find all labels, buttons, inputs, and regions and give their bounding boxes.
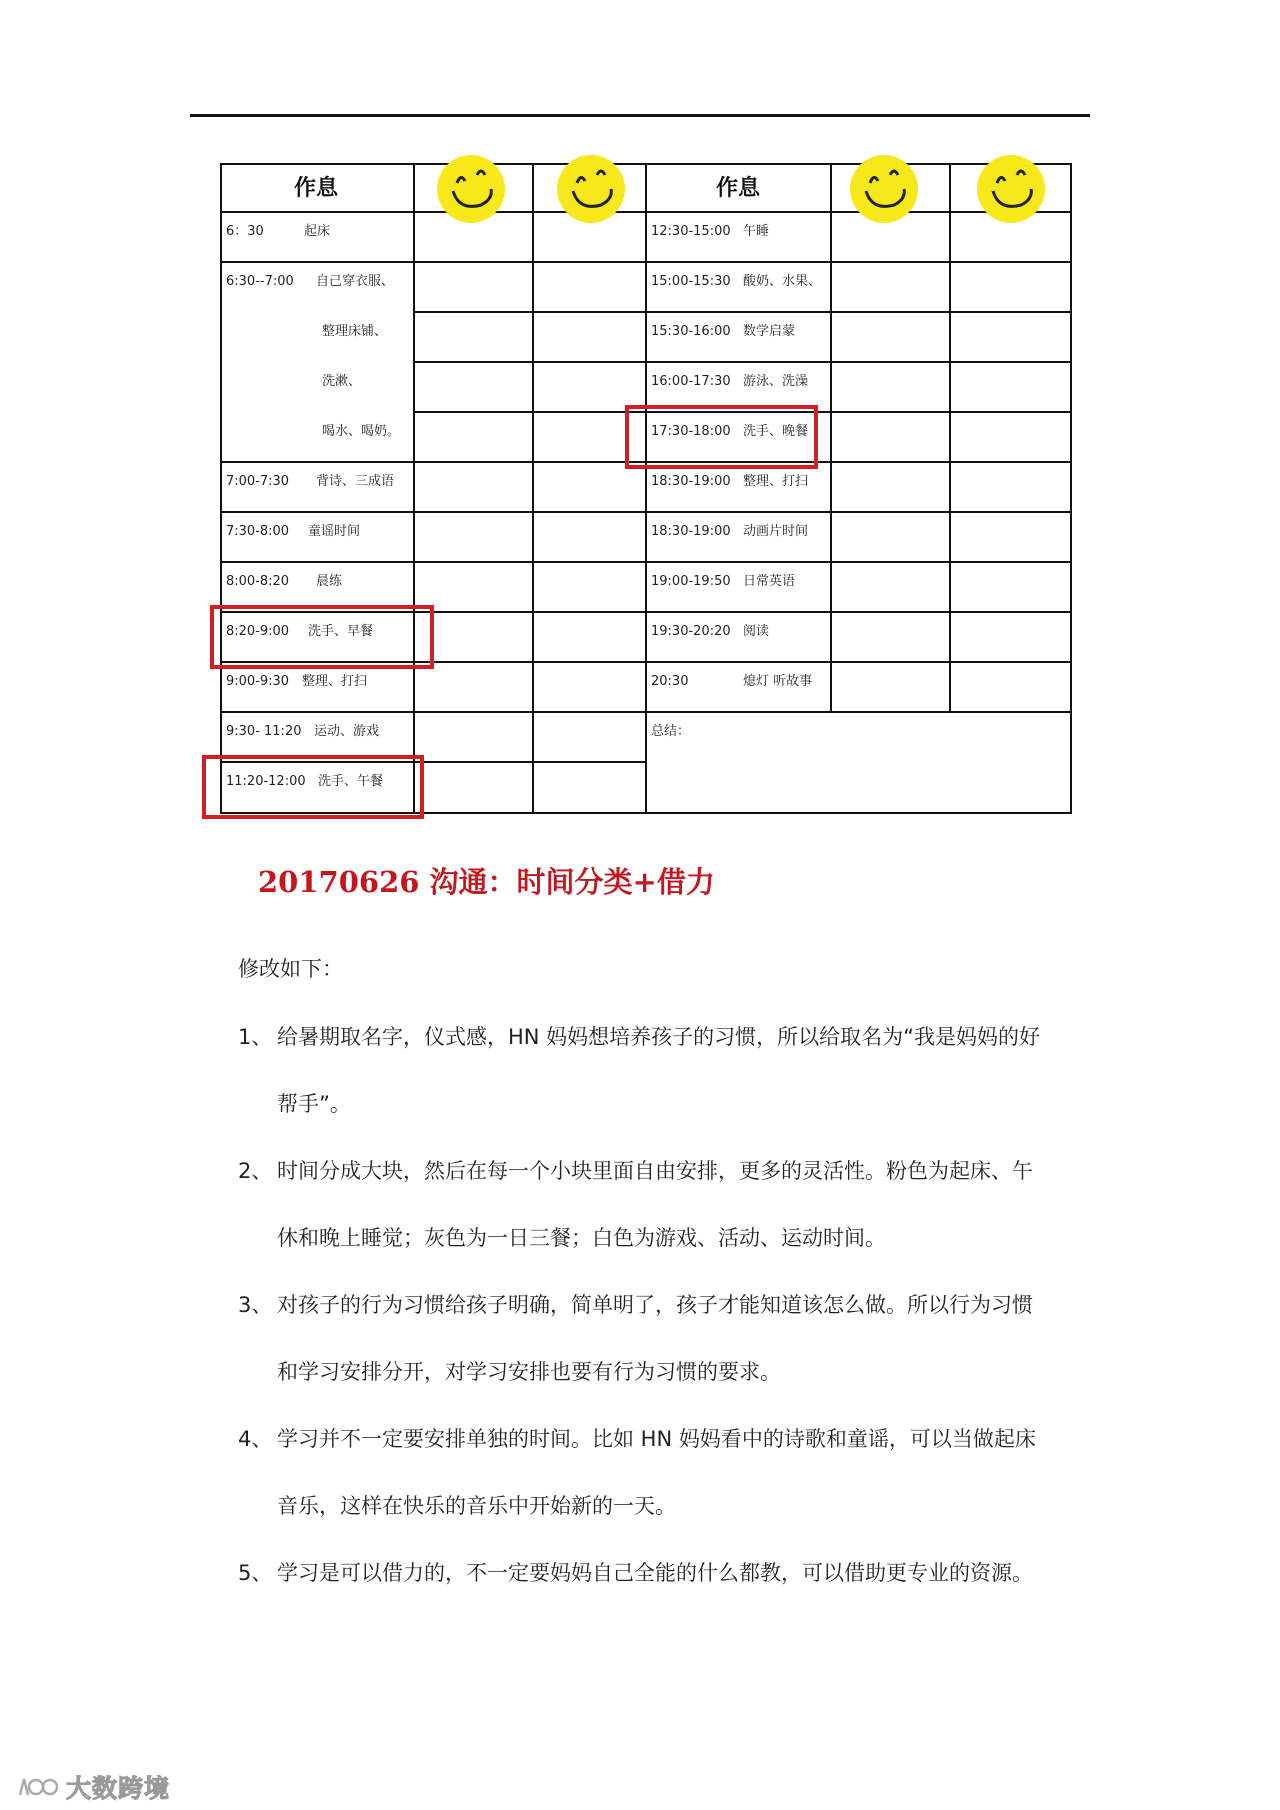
- row-time: 9:00-9:30: [226, 674, 290, 689]
- right-header: 作息: [716, 176, 761, 201]
- item-line: 休和晚上睡觉；灰色为一日三餐；白色为游戏、活动、运动时间。: [277, 1226, 886, 1250]
- smiley-face-icon: [555, 153, 627, 225]
- grid-line: [645, 561, 1072, 563]
- item-number: 1、: [238, 1025, 273, 1049]
- schedule-row: [651, 220, 769, 239]
- row-time: 15:30-16:00: [651, 324, 731, 339]
- watermark-text: 大数跨境: [66, 1774, 171, 1803]
- highlight-box: [210, 605, 434, 669]
- grid-line: [949, 163, 951, 711]
- row-activity: 熄灯 听故事: [743, 674, 813, 689]
- grid-line: [645, 511, 1072, 513]
- row-time: 18:30-19:00: [651, 474, 731, 489]
- intro-text: 修改如下：: [238, 957, 343, 981]
- grid-line: [220, 461, 647, 463]
- row-time: 8:20-9:00: [226, 624, 290, 639]
- schedule-row: [226, 570, 342, 589]
- grid-line: [645, 711, 1072, 713]
- row-activity: 整理、打扫: [302, 674, 368, 689]
- row-activity-continued: 洗漱、: [322, 374, 362, 389]
- item-number: 3、: [238, 1293, 273, 1317]
- row-time: 8:00-8:20: [226, 574, 290, 589]
- smiley-face-icon: [848, 153, 920, 225]
- item-number: 4、: [238, 1427, 273, 1451]
- row-activity: 游泳、洗澡: [743, 374, 809, 389]
- row-activity: 洗手、早餐: [308, 624, 374, 639]
- item-line: 给暑期取名字，仪式感，HN 妈妈想培养孩子的习惯，所以给取名为“我是妈妈的好: [277, 1025, 1041, 1049]
- schedule-row: [226, 220, 330, 239]
- row-time: 7:00-7:30: [226, 474, 290, 489]
- row-activity-continued: 喝水、喝奶。: [322, 424, 401, 439]
- row-time: 18:30-19:00: [651, 524, 731, 539]
- grid-line: [830, 163, 832, 711]
- schedule-row: [226, 670, 367, 689]
- row-time: 17:30-18:00: [651, 424, 731, 439]
- grid-line: [645, 311, 1072, 313]
- row-activity: 日常英语: [743, 574, 796, 589]
- smiley-face-icon: [975, 153, 1047, 225]
- row-time: 6：30: [226, 224, 264, 239]
- summary-label: 总结：: [651, 724, 691, 739]
- grid-line: [645, 611, 1072, 613]
- row-activity: 童谣时间: [308, 524, 361, 539]
- schedule-row: [651, 370, 808, 389]
- row-time: 9:30- 11:20: [226, 724, 302, 739]
- highlight-box: [202, 755, 424, 819]
- grid-line: [220, 261, 647, 263]
- grid-line: [645, 261, 1072, 263]
- highlight-box: [625, 405, 818, 469]
- row-time: 7:30-8:00: [226, 524, 290, 539]
- left-header: 作息: [294, 176, 339, 201]
- row-activity: 数学启蒙: [743, 324, 796, 339]
- row-activity: 自己穿衣服、: [316, 274, 395, 289]
- row-activity: 动画片时间: [743, 524, 809, 539]
- row-activity: 运动、游戏: [314, 724, 380, 739]
- row-activity: 午睡: [743, 224, 770, 239]
- row-time: 16:00-17:30: [651, 374, 731, 389]
- row-activity: 洗手、午餐: [318, 774, 384, 789]
- item-line: 学习并不一定要安排单独的时间。比如 HN 妈妈看中的诗歌和童谣，可以当做起床: [277, 1427, 1036, 1451]
- item-line: 对孩子的行为习惯给孩子明确，简单明了，孩子才能知道该怎么做。所以行为习惯: [277, 1293, 1033, 1317]
- schedule-table: [220, 163, 1072, 814]
- item-line: 学习是可以借力的，不一定要妈妈自己全能的什么都教，可以借助更专业的资源。: [277, 1561, 1033, 1585]
- grid-line: [413, 411, 647, 413]
- item-number: 2、: [238, 1159, 273, 1183]
- schedule-row: [651, 570, 795, 589]
- schedule-row: [651, 270, 821, 289]
- item-number: 5、: [238, 1561, 273, 1585]
- row-time: 15:00-15:30: [651, 274, 731, 289]
- schedule-row: [651, 320, 795, 339]
- schedule-row: [651, 520, 808, 539]
- row-time: 12:30-15:00: [651, 224, 731, 239]
- row-activity: 酸奶、水果、: [743, 274, 822, 289]
- row-activity: 晨练: [316, 574, 343, 589]
- grid-line: [220, 511, 647, 513]
- smiley-face-icon: [435, 153, 507, 225]
- row-activity: 阅读: [743, 624, 770, 639]
- grid-line: [220, 711, 647, 713]
- schedule-row: [651, 470, 808, 489]
- grid-line: [413, 361, 647, 363]
- row-time: 11:20-12:00: [226, 774, 306, 789]
- grid-line: [645, 361, 1072, 363]
- schedule-row: [226, 270, 394, 289]
- watermark-logo-icon: [16, 1773, 60, 1801]
- item-line: 和学习安排分开，对学习安排也要有行为习惯的要求。: [277, 1360, 781, 1384]
- doc-title: 20170626 沟通：时间分类+借力: [258, 865, 715, 899]
- grid-line: [220, 561, 647, 563]
- item-line: 帮手”。: [277, 1092, 351, 1116]
- row-time: 20:30: [651, 674, 689, 689]
- schedule-row: [651, 670, 812, 689]
- row-time: 6:30--7:00: [226, 274, 294, 289]
- grid-line: [645, 661, 1072, 663]
- row-activity: 洗手、晚餐: [743, 424, 809, 439]
- grid-line: [413, 311, 647, 313]
- row-time: 19:30-20:20: [651, 624, 731, 639]
- watermark: [16, 1772, 170, 1802]
- row-activity: 背诗、三成语: [316, 474, 395, 489]
- schedule-row: [226, 470, 394, 489]
- schedule-row: [226, 520, 360, 539]
- row-time: 19:00-19:50: [651, 574, 731, 589]
- schedule-row: [651, 620, 769, 639]
- item-line: 时间分成大块，然后在每一个小块里面自由安排，更多的灵活性。粉色为起床、午: [277, 1159, 1033, 1183]
- schedule-row: [226, 720, 379, 739]
- row-activity: 起床: [304, 224, 331, 239]
- top-rule: [190, 114, 1090, 117]
- item-line: 音乐，这样在快乐的音乐中开始新的一天。: [277, 1494, 676, 1518]
- row-activity: 整理、打扫: [743, 474, 809, 489]
- row-activity-continued: 整理床铺、: [322, 324, 388, 339]
